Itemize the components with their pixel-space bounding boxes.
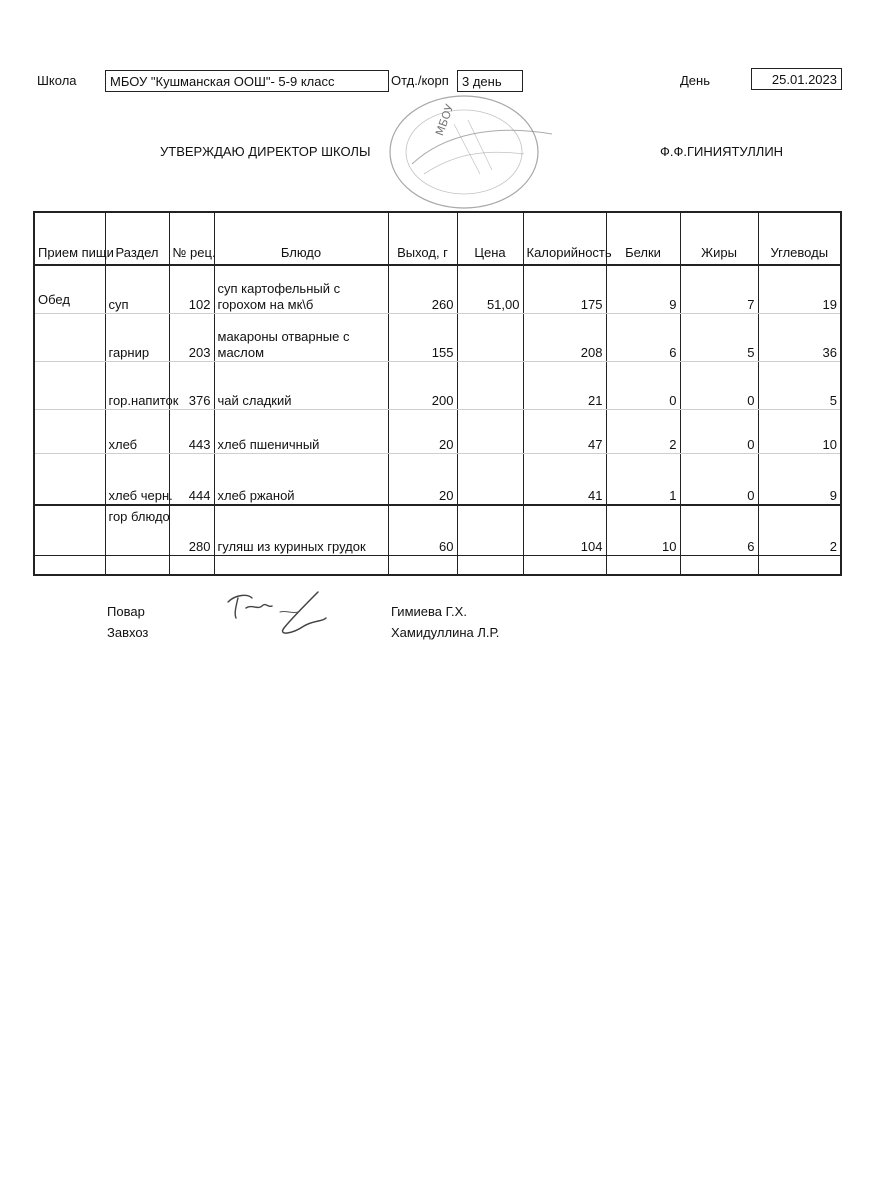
- cell-fat: 0: [680, 361, 758, 409]
- cell-carbs: 36: [758, 313, 841, 361]
- cell-recipe: 376: [169, 361, 214, 409]
- dept-label: Отд./корп: [391, 73, 449, 88]
- table-row: [34, 265, 841, 313]
- col-protein: Белки: [606, 212, 680, 265]
- menu-table: [33, 211, 842, 576]
- cell-kcal: 41: [523, 453, 606, 505]
- cell-meal: [34, 453, 105, 505]
- table-row: [34, 313, 841, 361]
- cook-label: Повар: [107, 604, 145, 619]
- cell-dish: суп картофельный с горохом на мк\б: [214, 265, 388, 313]
- cell-kcal: 175: [523, 265, 606, 313]
- table-header-row: [34, 212, 841, 265]
- col-kcal: Калорийность: [523, 212, 606, 265]
- cell-meal: [34, 361, 105, 409]
- cell-kcal: 208: [523, 313, 606, 361]
- cell-price: 51,00: [457, 265, 523, 313]
- table-row: [34, 409, 841, 453]
- col-fat: Жиры: [680, 212, 758, 265]
- cell-carbs: 5: [758, 361, 841, 409]
- col-meal: Прием пищи: [34, 212, 105, 265]
- cell-dish: чай сладкий: [214, 361, 388, 409]
- director-name: Ф.Ф.ГИНИЯТУЛЛИН: [660, 144, 784, 159]
- cell-recipe: 203: [169, 313, 214, 361]
- table-row: [34, 505, 841, 555]
- cell-protein: 9: [606, 265, 680, 313]
- school-stamp-icon: [384, 94, 554, 216]
- cell-meal: [34, 313, 105, 361]
- storekeeper-name: Хамидуллина Л.Р.: [391, 625, 500, 640]
- cell-section: гарнир: [105, 313, 169, 361]
- cell-kcal: 47: [523, 409, 606, 453]
- cell-kcal: 104: [523, 505, 606, 555]
- table-row: [34, 361, 841, 409]
- cell-fat: 7: [680, 265, 758, 313]
- cell-price: [457, 505, 523, 555]
- stamp-text: МБОУ: [433, 102, 457, 138]
- signature-icon: [222, 588, 332, 640]
- cell-carbs: 19: [758, 265, 841, 313]
- dept-value-field: 3 день: [457, 70, 523, 92]
- cell-section: гор блюдо: [105, 505, 169, 555]
- cell-yield: 200: [388, 361, 457, 409]
- cell-price: [457, 361, 523, 409]
- cell-fat: 0: [680, 453, 758, 505]
- col-carbs: Углеводы: [758, 212, 841, 265]
- cell-dish: гуляш из куриных грудок: [214, 505, 388, 555]
- cell-recipe: 444: [169, 453, 214, 505]
- cell-dish: хлеб пшеничный: [214, 409, 388, 453]
- col-recipe: № рец.: [169, 212, 214, 265]
- cell-fat: 0: [680, 409, 758, 453]
- cell-section: хлеб: [105, 409, 169, 453]
- cell-section: суп: [105, 265, 169, 313]
- cell-kcal: 21: [523, 361, 606, 409]
- table-row: [34, 453, 841, 505]
- cell-price: [457, 453, 523, 505]
- cell-carbs: 9: [758, 453, 841, 505]
- cell-dish: макароны отварные с маслом: [214, 313, 388, 361]
- cell-fat: 6: [680, 505, 758, 555]
- cell-recipe: 102: [169, 265, 214, 313]
- cell-yield: 20: [388, 409, 457, 453]
- cell-recipe: 443: [169, 409, 214, 453]
- approval-text: УТВЕРЖДАЮ ДИРЕКТОР ШКОЛЫ: [160, 144, 371, 159]
- cell-yield: 60: [388, 505, 457, 555]
- cell-yield: 20: [388, 453, 457, 505]
- school-label: Школа: [37, 73, 77, 88]
- cell-fat: 5: [680, 313, 758, 361]
- col-section: Раздел: [105, 212, 169, 265]
- day-label: День: [680, 73, 710, 88]
- cook-name: Гимиева Г.Х.: [391, 604, 467, 619]
- cell-dish: хлеб ржаной: [214, 453, 388, 505]
- col-price: Цена: [457, 212, 523, 265]
- cell-section: гор.напиток: [105, 361, 169, 409]
- cell-meal: [34, 505, 105, 555]
- cell-yield: 260: [388, 265, 457, 313]
- cell-protein: 2: [606, 409, 680, 453]
- date-field: 25.01.2023: [751, 68, 842, 90]
- cell-price: [457, 409, 523, 453]
- table-row-empty: [34, 555, 841, 575]
- cell-meal: Обед: [34, 265, 105, 313]
- school-name-field: МБОУ "Кушманская ООШ"- 5-9 класс: [105, 70, 389, 92]
- cell-protein: 10: [606, 505, 680, 555]
- cell-meal: [34, 409, 105, 453]
- cell-section: хлеб черн.: [105, 453, 169, 505]
- cell-yield: 155: [388, 313, 457, 361]
- col-yield: Выход, г: [388, 212, 457, 265]
- storekeeper-label: Завхоз: [107, 625, 149, 640]
- cell-protein: 6: [606, 313, 680, 361]
- cell-protein: 0: [606, 361, 680, 409]
- col-dish: Блюдо: [214, 212, 388, 265]
- cell-recipe: 280: [169, 505, 214, 555]
- cell-carbs: 10: [758, 409, 841, 453]
- cell-price: [457, 313, 523, 361]
- cell-carbs: 2: [758, 505, 841, 555]
- cell-protein: 1: [606, 453, 680, 505]
